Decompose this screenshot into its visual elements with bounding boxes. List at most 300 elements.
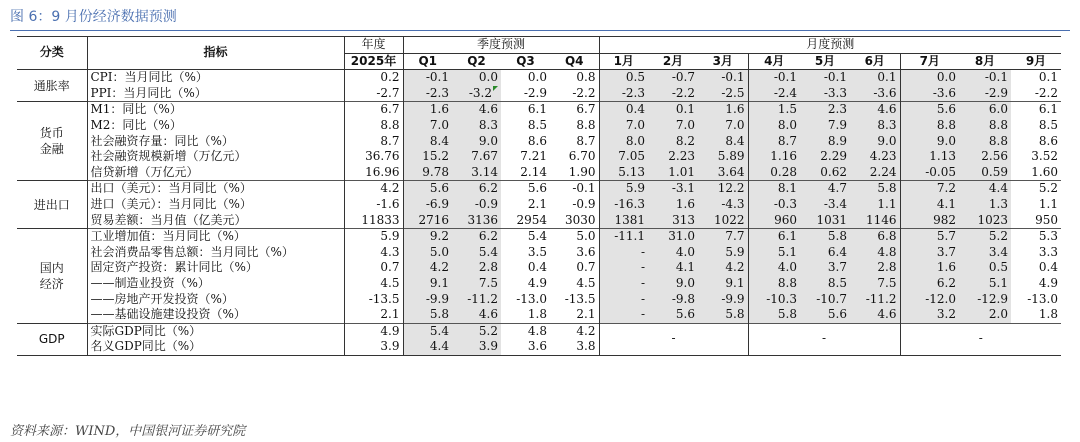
indicator-label: 社会消费品零售总额：当月同比（%）: [87, 245, 344, 261]
month-value: 6.8: [850, 229, 900, 245]
month-value: -: [599, 307, 648, 323]
indicator-label: 出口（美元）：当月同比（%）: [87, 181, 344, 197]
quarter-value: 8.7: [550, 134, 599, 150]
month-value: 4.7: [800, 181, 850, 197]
month-value: 12.2: [698, 181, 748, 197]
quarter-value: 8.3: [452, 118, 501, 134]
quarter-value: 0.7: [550, 260, 599, 276]
month-value: 7.0: [698, 118, 748, 134]
quarter-value: -0.1: [403, 70, 452, 86]
quarter-value: 0.0: [527, 70, 547, 85]
quarter-value: 1.8: [527, 307, 547, 322]
month-value: 8.5: [800, 276, 850, 292]
quarter-value: 4.6: [452, 102, 501, 118]
month-value: 1.8: [1038, 307, 1058, 322]
cell-marker-icon: [493, 86, 498, 91]
table-row: [17, 260, 1061, 276]
month-value: 0.28: [748, 165, 800, 181]
month-value: 5.8: [748, 307, 800, 323]
month-value: -3.4: [800, 197, 850, 213]
quarter-value: 3.8: [550, 339, 599, 355]
header-quarter: Q3: [501, 53, 550, 70]
month-value: 5.2: [959, 229, 1011, 245]
month-value: -3.1: [648, 181, 698, 197]
month-dash: -: [599, 323, 748, 355]
month-value: 0.59: [959, 165, 1011, 181]
month-value: 4.23: [850, 149, 900, 165]
quarter-value: -11.2: [452, 292, 501, 308]
quarter-value: 3.5: [527, 244, 547, 259]
indicator-label: 贸易差额：当月值（亿美元）: [87, 213, 344, 229]
month-value: 4.6: [850, 102, 900, 118]
header-month: 5月: [800, 53, 850, 70]
month-value: 6.1: [748, 229, 800, 245]
month-value: 3.2: [900, 307, 959, 323]
month-value: 2.3: [800, 102, 850, 118]
month-value: 2.24: [850, 165, 900, 181]
table-row: [17, 245, 1061, 261]
indicator-label: M2：同比（%）: [87, 118, 344, 134]
month-value: 31.0: [648, 229, 698, 245]
indicator-label: 进口（美元）：当月同比（%）: [87, 197, 344, 213]
month-value: 0.1: [648, 102, 698, 118]
quarter-value: 3.14: [452, 165, 501, 181]
month-value: 5.8: [850, 181, 900, 197]
month-value: 1.1: [1038, 196, 1058, 211]
annual-value: 16.96: [344, 165, 403, 181]
month-value: 2.0: [959, 307, 1011, 323]
quarter-value: 4.4: [403, 339, 452, 355]
month-value: 5.1: [959, 276, 1011, 292]
annual-value: -13.5: [344, 292, 403, 308]
annual-value: 8.8: [344, 118, 403, 134]
month-value: 5.8: [800, 229, 850, 245]
month-value: -9.9: [698, 292, 748, 308]
month-value: -12.9: [959, 292, 1011, 308]
quarter-value: -3.2: [452, 86, 501, 102]
table-row: [17, 181, 1061, 197]
month-value: -0.1: [698, 70, 748, 86]
month-value: 6.2: [900, 276, 959, 292]
header-quarter: Q2: [452, 53, 501, 70]
month-value: 982: [900, 213, 959, 229]
quarter-value: 9.78: [403, 165, 452, 181]
quarter-value: 15.2: [403, 149, 452, 165]
quarter-value: 4.5: [550, 276, 599, 292]
month-value: 0.0: [900, 70, 959, 86]
quarter-value: 6.70: [550, 149, 599, 165]
month-value: 9.1: [698, 276, 748, 292]
annual-value: 3.9: [344, 339, 403, 355]
annual-value: 0.7: [344, 260, 403, 276]
month-value: -12.0: [900, 292, 959, 308]
quarter-value: 7.67: [452, 149, 501, 165]
month-value: 3.52: [1031, 149, 1058, 164]
quarter-value: -13.0: [516, 291, 547, 306]
month-dash: -: [748, 323, 900, 355]
month-value: 1146: [850, 213, 900, 229]
month-value: 4.0: [648, 245, 698, 261]
table-row: [17, 307, 1061, 323]
category-label: 进出口: [17, 181, 87, 229]
month-value: 2.56: [959, 149, 1011, 165]
quarter-value: 2.1: [550, 307, 599, 323]
indicator-label: 社会融资规模新增（万亿元）: [87, 149, 344, 165]
month-value: 8.8: [748, 276, 800, 292]
quarter-value: 7.5: [452, 276, 501, 292]
month-value: 8.2: [648, 134, 698, 150]
quarter-value: 5.4: [501, 229, 550, 245]
month-value: 0.62: [800, 165, 850, 181]
month-value: 8.9: [800, 134, 850, 150]
quarter-value: -2.2: [550, 86, 599, 102]
month-value: -9.8: [648, 292, 698, 308]
month-value: 1023: [959, 213, 1011, 229]
forecast-table: [17, 36, 1061, 356]
annual-value: 4.3: [344, 245, 403, 261]
month-value: 5.9: [599, 181, 648, 197]
month-value: 5.3: [1011, 229, 1061, 245]
indicator-label: 社会融资存量：同比（%）: [87, 134, 344, 150]
month-value: 6.0: [959, 102, 1011, 118]
month-value: -2.3: [599, 86, 648, 102]
month-value: -4.3: [698, 197, 748, 213]
quarter-value: 9.0: [452, 134, 501, 150]
month-value: 1.6: [900, 260, 959, 276]
month-value: 0.4: [1038, 260, 1058, 275]
month-value: -0.1: [748, 70, 800, 86]
quarter-value: 4.6: [452, 307, 501, 323]
annual-value: 6.7: [344, 102, 403, 118]
month-value: 5.89: [698, 149, 748, 165]
month-value: 5.2: [1011, 181, 1061, 197]
month-value: 4.0: [748, 260, 800, 276]
indicator-label: ——房地产开发投资（%）: [87, 292, 344, 308]
month-value: -2.4: [748, 86, 800, 102]
month-value: 7.2: [900, 181, 959, 197]
month-value: 1.5: [748, 102, 800, 118]
month-value: -0.3: [748, 197, 800, 213]
header-quarter: Q1: [403, 53, 452, 70]
month-value: 1.01: [648, 165, 698, 181]
header-month: 7月: [900, 53, 959, 70]
indicator-label: CPI：当月同比（%）: [87, 70, 344, 86]
table-row: [17, 70, 1061, 86]
quarter-value: 5.4: [452, 245, 501, 261]
month-value: 5.9: [698, 245, 748, 261]
quarter-value: 5.6: [501, 181, 550, 197]
month-value: 0.5: [599, 70, 648, 86]
month-value: 8.7: [748, 134, 800, 150]
month-value: -2.2: [1034, 85, 1058, 100]
table-row: [17, 118, 1061, 134]
quarter-value: -9.9: [403, 292, 452, 308]
quarter-value: 8.4: [403, 134, 452, 150]
header-month: 1月: [599, 53, 648, 70]
month-value: -2.5: [698, 86, 748, 102]
month-value: 8.8: [900, 118, 959, 134]
header-quarter: Q4: [550, 53, 599, 70]
annual-value: 2.1: [344, 307, 403, 323]
quarter-value: -0.1: [550, 181, 599, 197]
month-value: -: [599, 292, 648, 308]
month-value: 0.1: [850, 70, 900, 86]
annual-value: 4.9: [344, 323, 403, 339]
quarter-value: 3.6: [550, 245, 599, 261]
indicator-label: 信贷新增（万亿元）: [87, 165, 344, 181]
quarter-value: 5.8: [403, 307, 452, 323]
table-row: [17, 86, 1061, 102]
month-value: 4.9: [1038, 275, 1058, 290]
category-label: 通胀率: [17, 70, 87, 102]
month-value: -11.1: [599, 229, 648, 245]
quarter-value: 4.2: [403, 260, 452, 276]
quarter-value: 0.8: [550, 70, 599, 86]
month-value: 1.60: [1031, 164, 1058, 179]
table-row: [17, 165, 1061, 181]
month-value: 8.5: [1038, 117, 1058, 132]
month-value: -2.9: [959, 86, 1011, 102]
month-value: 5.7: [900, 229, 959, 245]
month-value: 8.1: [748, 181, 800, 197]
quarter-value: 0.0: [452, 70, 501, 86]
month-value: 7.0: [599, 118, 648, 134]
month-value: 1.6: [648, 197, 698, 213]
quarter-value: -0.9: [550, 197, 599, 213]
month-value: 8.8: [959, 118, 1011, 134]
quarter-value: 6.2: [452, 181, 501, 197]
annual-value: 4.2: [344, 181, 403, 197]
month-value: -0.05: [900, 165, 959, 181]
quarter-value: 5.0: [403, 245, 452, 261]
category-label: GDP: [17, 323, 87, 355]
month-value: 3.64: [698, 165, 748, 181]
month-value: 1.3: [959, 197, 1011, 213]
month-value: -: [599, 260, 648, 276]
header-month: 8月: [959, 53, 1011, 70]
month-value: 8.4: [698, 134, 748, 150]
month-value: 960: [748, 213, 800, 229]
quarter-value: 5.0: [550, 229, 599, 245]
month-value: 9.0: [648, 276, 698, 292]
indicator-label: M1：同比（%）: [87, 102, 344, 118]
indicator-label: 固定资产投资：累计同比（%）: [87, 260, 344, 276]
quarter-value: 0.4: [527, 260, 547, 275]
month-value: 7.0: [648, 118, 698, 134]
month-value: 1.13: [900, 149, 959, 165]
header-month: 6月: [850, 53, 900, 70]
header-indicator: 指标: [87, 37, 344, 70]
indicator-label: ——基础设施建设投资（%）: [87, 307, 344, 323]
month-value: -3.6: [900, 86, 959, 102]
month-value: 2.29: [800, 149, 850, 165]
quarter-value: -13.5: [550, 292, 599, 308]
quarter-value: -2.9: [523, 85, 547, 100]
title-rule: [10, 30, 1070, 31]
month-value: 8.0: [748, 118, 800, 134]
table-row: [17, 134, 1061, 150]
quarter-value: -0.9: [452, 197, 501, 213]
month-value: 0.1: [1038, 70, 1058, 85]
month-value: 5.6: [900, 102, 959, 118]
month-value: 4.1: [648, 260, 698, 276]
header-month: 4月: [748, 53, 800, 70]
month-value: 7.7: [698, 229, 748, 245]
quarter-value: 6.1: [501, 102, 550, 118]
month-value: 2.23: [648, 149, 698, 165]
quarter-value: 4.9: [527, 275, 547, 290]
header-month: 3月: [698, 53, 748, 70]
quarter-value: 6.2: [452, 229, 501, 245]
month-value: 5.6: [800, 307, 850, 323]
month-value: 0.5: [959, 260, 1011, 276]
month-value: 4.1: [900, 197, 959, 213]
quarter-value: 7.0: [403, 118, 452, 134]
month-value: -0.7: [648, 70, 698, 86]
indicator-label: 工业增加值：当月同比（%）: [87, 229, 344, 245]
month-value: -3.6: [850, 86, 900, 102]
month-value: 4.2: [698, 260, 748, 276]
quarter-value: 2.14: [520, 164, 547, 179]
quarter-value: 1.6: [403, 102, 452, 118]
month-value: -10.3: [748, 292, 800, 308]
category-label: 货币 金融: [17, 102, 87, 181]
month-value: -3.3: [800, 86, 850, 102]
month-value: 1.16: [748, 149, 800, 165]
month-value: 3.7: [900, 245, 959, 261]
month-value: 6.4: [800, 245, 850, 261]
month-value: 9.0: [900, 134, 959, 150]
month-value: -10.7: [800, 292, 850, 308]
month-value: 5.13: [599, 165, 648, 181]
indicator-label: PPI：当月同比（%）: [87, 86, 344, 102]
header-annual: 年度: [344, 37, 403, 54]
month-value: 8.6: [1038, 133, 1058, 148]
month-value: 2.8: [850, 260, 900, 276]
quarter-value: 3.9: [452, 339, 501, 355]
month-value: 7.5: [850, 276, 900, 292]
month-value: 7.9: [800, 118, 850, 134]
quarter-value: 4.2: [550, 323, 599, 339]
annual-value: -2.7: [344, 86, 403, 102]
month-value: 5.1: [748, 245, 800, 261]
month-value: 6.1: [1011, 102, 1061, 118]
annual-value: 8.7: [344, 134, 403, 150]
quarter-value: 8.8: [550, 118, 599, 134]
quarter-value: 5.2: [452, 323, 501, 339]
quarter-value: -6.9: [403, 197, 452, 213]
header-category: 分类: [17, 37, 87, 70]
month-value: -16.3: [599, 197, 648, 213]
annual-value: 36.76: [344, 149, 403, 165]
quarter-value: -2.3: [403, 86, 452, 102]
quarter-value: 3136: [452, 213, 501, 229]
quarter-value: 2954: [516, 212, 547, 227]
header-monthly: 月度预测: [599, 37, 1061, 54]
table-row: [17, 197, 1061, 213]
figure-title: 图 6：9 月份经济数据预测: [10, 9, 177, 25]
quarter-value: 5.4: [403, 323, 452, 339]
quarter-value: 2.8: [452, 260, 501, 276]
quarter-value: 6.7: [550, 102, 599, 118]
month-value: -0.1: [959, 70, 1011, 86]
quarter-value: 2716: [403, 213, 452, 229]
header-month: 9月: [1011, 53, 1061, 70]
month-value: 950: [1035, 212, 1058, 227]
quarter-value: 1.90: [550, 165, 599, 181]
table-row: [17, 276, 1061, 292]
quarter-value: 9.2: [403, 229, 452, 245]
table-row: [17, 292, 1061, 308]
month-value: 4.4: [959, 181, 1011, 197]
header-quarterly: 季度预测: [403, 37, 599, 54]
indicator-label: 实际GDP同比（%）: [87, 323, 344, 339]
table-row: [17, 102, 1061, 118]
month-value: 4.6: [850, 307, 900, 323]
indicator-label: 名义GDP同比（%）: [87, 339, 344, 355]
month-value: 1381: [599, 213, 648, 229]
header-month: 2月: [648, 53, 698, 70]
annual-value: 0.2: [344, 70, 403, 86]
month-value: 1022: [698, 213, 748, 229]
month-value: 9.0: [850, 134, 900, 150]
table-row: [17, 323, 1061, 339]
month-value: 3.4: [959, 245, 1011, 261]
month-value: 1.6: [698, 102, 748, 118]
annual-value: 4.5: [344, 276, 403, 292]
month-value: 5.8: [698, 307, 748, 323]
table-row: [17, 229, 1061, 245]
annual-value: 5.9: [344, 229, 403, 245]
month-value: 3.3: [1038, 244, 1058, 259]
quarter-value: 8.5: [527, 117, 547, 132]
month-value: -2.2: [648, 86, 698, 102]
category-label: 国内 经济: [17, 229, 87, 324]
quarter-value: 3030: [550, 213, 599, 229]
quarter-value: 8.6: [527, 133, 547, 148]
indicator-label: ——制造业投资（%）: [87, 276, 344, 292]
quarter-value: 4.8: [501, 323, 550, 339]
month-value: -: [599, 245, 648, 261]
table-row: [17, 149, 1061, 165]
month-value: 8.3: [850, 118, 900, 134]
month-value: 313: [648, 213, 698, 229]
quarter-value: 3.6: [501, 339, 550, 355]
header-annual-year: 2025年: [344, 53, 403, 70]
month-value: 0.4: [599, 102, 648, 118]
quarter-value: 9.1: [403, 276, 452, 292]
source-note: 资料来源：WIND，中国银河证券研究院: [10, 424, 246, 439]
month-value: -11.2: [850, 292, 900, 308]
month-value: -0.1: [800, 70, 850, 86]
annual-value: -1.6: [344, 197, 403, 213]
month-value: 7.05: [599, 149, 648, 165]
month-value: 8.0: [599, 134, 648, 150]
quarter-value: 7.21: [520, 149, 547, 164]
month-value: 5.6: [648, 307, 698, 323]
month-value: 1.1: [850, 197, 900, 213]
month-value: -13.0: [1027, 291, 1058, 306]
month-value: -: [599, 276, 648, 292]
table-row: [17, 213, 1061, 229]
month-value: 3.7: [800, 260, 850, 276]
month-value: 8.8: [959, 134, 1011, 150]
month-value: 4.8: [850, 245, 900, 261]
quarter-value: 5.6: [403, 181, 452, 197]
quarter-value: 2.1: [527, 196, 547, 211]
annual-value: 11833: [344, 213, 403, 229]
month-dash: -: [900, 323, 1061, 355]
